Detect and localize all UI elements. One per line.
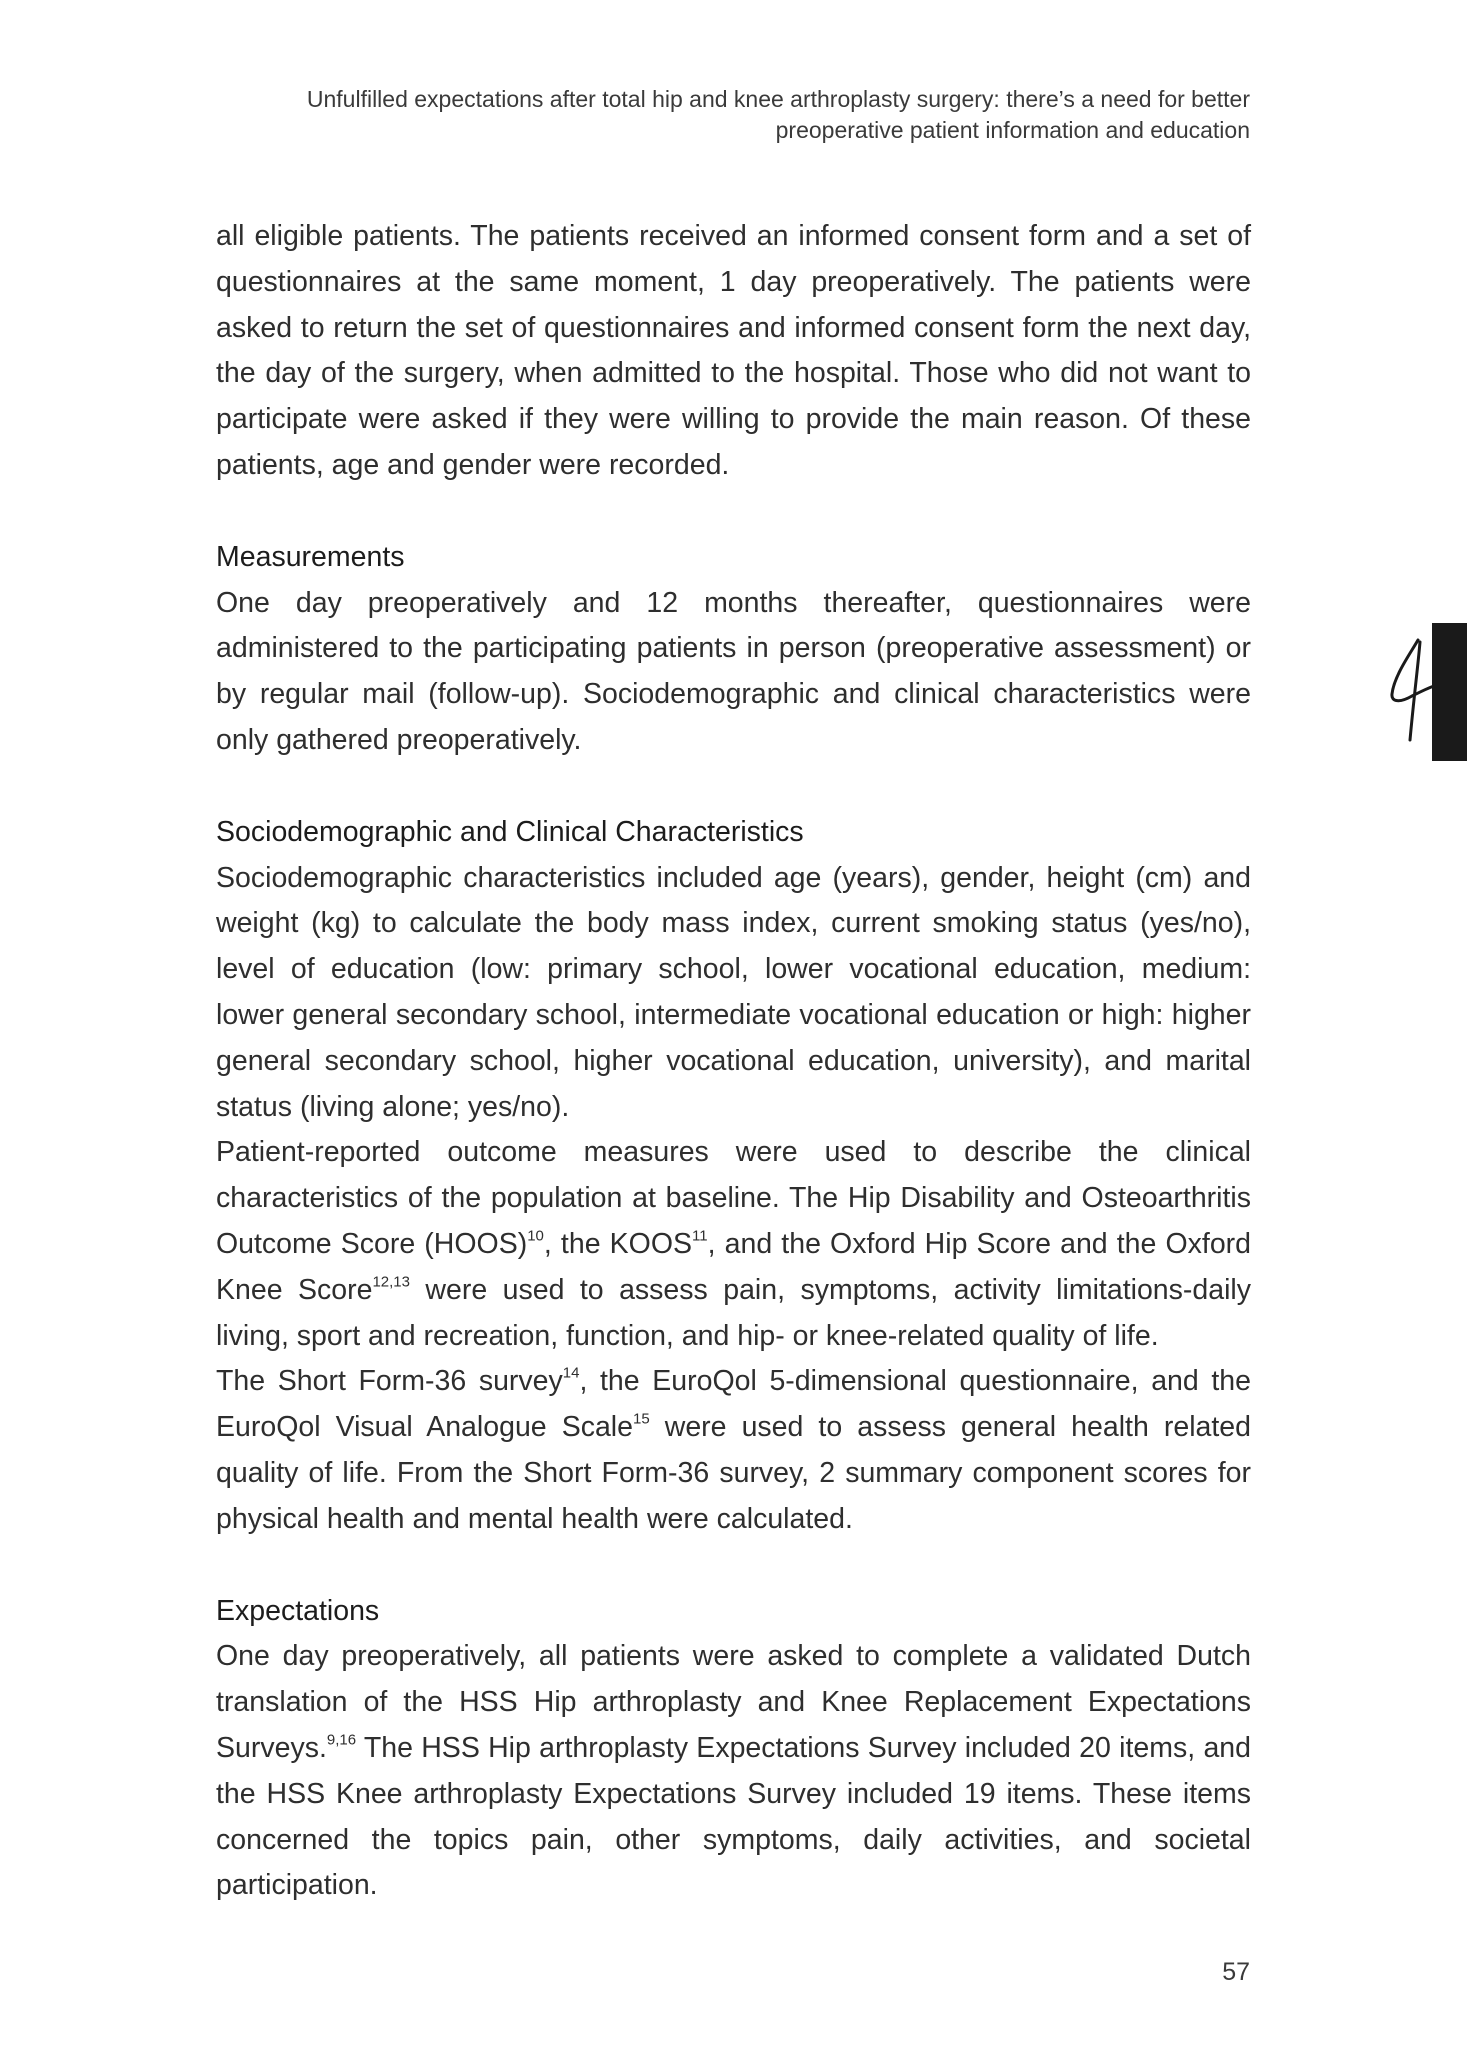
measurements-paragraph: One day preoperatively and 12 months thereafter, questionnaires were administered to the participating patients in person (preoperative assessment) or by regular mail (follow-up). Sociodemographic and clinical characteristics were only gathered preoperatively.: [216, 586, 1251, 756]
citation-ref: 14: [562, 1364, 580, 1382]
running-header-line-1: Unfulfilled expectations after total hip and knee arthroplasty surgery: there’s a need for better: [306, 86, 1250, 112]
expectations-heading: Expectations: [216, 1594, 380, 1627]
citation-ref: 11: [692, 1227, 708, 1245]
citation-ref: 15: [633, 1410, 650, 1428]
citation-ref: 10: [527, 1227, 544, 1245]
sociodemographic-paragraph-1: Sociodemographic characteristics included age (years), gender, height (cm) and weight (kg) to calculate the body mass index, current smoking status (yes/no), level of education (low: primary school, lower vocational education, medium: lower general secondary school, intermediate vocational education or high: higher general secondary school, higher vocational education, university), and marital status (living alone; yes/no).: [216, 861, 1251, 1123]
measurements-heading: Measurements: [216, 540, 405, 573]
running-header: [190, 84, 1250, 146]
text-segment: , the KOOS: [543, 1227, 693, 1260]
text-segment: , the EuroQol 5-dimensional questionnaire, and the EuroQol Visual Analogue Scale: [216, 1365, 1251, 1444]
text-segment: , and the Oxford Hip Score and the Oxford Knee Score: [216, 1227, 1252, 1306]
text-segment: were used to assess pain, symptoms, activity limitations-daily living, sport and recreation, function, and hip- or knee-related quality of life.: [216, 1273, 1251, 1352]
text-segment: One day preoperatively, all patients were asked to complete a validated Dutch translation of the HSS Hip arthroplasty and Knee Replacement Expectations Surveys.: [216, 1640, 1251, 1764]
expectations-paragraph: [216, 1634, 1251, 1909]
page-body: [216, 214, 1251, 1909]
text-segment: were used to assess general health related quality of life. From the Short Form-36 survey, 2 summary component scores for physical health and mental health were calculated.: [216, 1411, 1251, 1535]
sociodemographic-paragraph-2: [216, 1130, 1251, 1359]
citation-ref: 12,13: [372, 1272, 410, 1290]
chapter-number-handwritten: [1382, 636, 1438, 746]
sociodemographic-heading: Sociodemographic and Clinical Characteristics: [216, 815, 804, 848]
sociodemographic-paragraph-3: [216, 1359, 1251, 1542]
intro-paragraph: all eligible patients. The patients received an informed consent form and a set of questionnaires at the same moment, 1 day preoperatively. The patients were asked to return the set of questionnaires and informed consent form the next day, the day of the surgery, when admitted to the hospital. Those who did not want to participate were asked if they were willing to provide the main reason. Of these patients, age and gender were recorded.: [216, 220, 1251, 481]
citation-ref: 9,16: [326, 1731, 357, 1749]
text-segment: The Short Form-36 survey: [216, 1365, 563, 1398]
page-number: 57: [1222, 1958, 1250, 1986]
running-header-line-2: preoperative patient information and education: [775, 117, 1250, 143]
text-segment: The HSS Hip arthroplasty Expectations Survey included 20 items, and the HSS Knee arthroplasty Expectations Survey included 19 items. These items concerned the topics pain, other symptoms, daily activities, and societal participation.: [216, 1731, 1251, 1902]
text-segment: Patient-reported outcome measures were used to describe the clinical characteristics of the population at baseline. The Hip Disability and Osteoarthritis Outcome Score (HOOS): [216, 1136, 1251, 1260]
